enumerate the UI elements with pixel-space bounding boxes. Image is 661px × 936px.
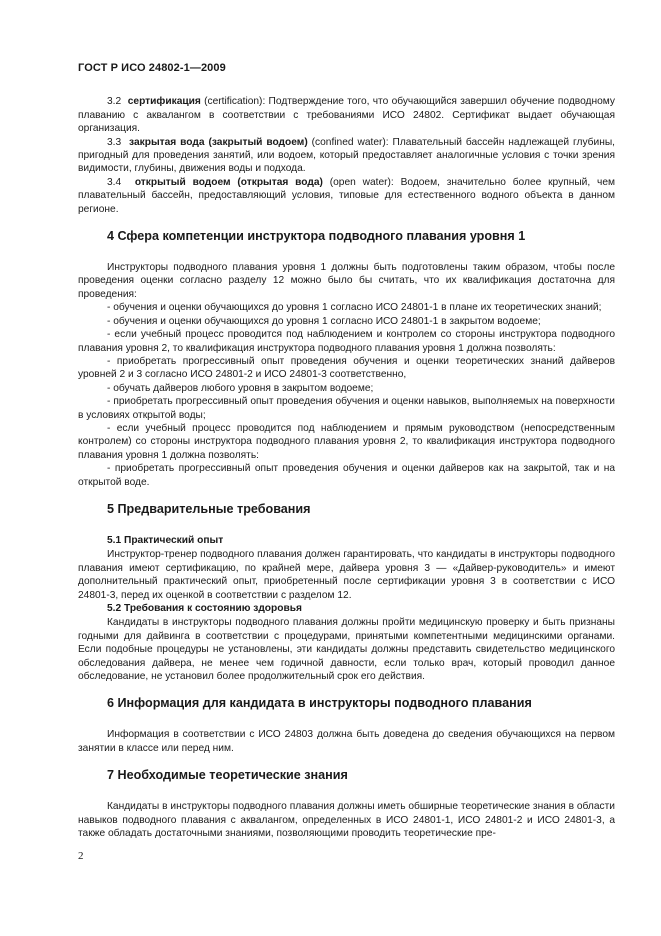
def-number: 3.2 xyxy=(107,96,122,108)
section-6-text: Информация в соответствии с ИСО 24803 должна быть доведена до сведения обучающихся на первом занятии в классе или перед ним. xyxy=(78,729,615,754)
def-term: закрытая вода (закрытый водоем) xyxy=(129,136,308,148)
document-header: ГОСТ Р ИСО 24802-1—2009 xyxy=(78,62,226,74)
def-text: (open water): Водоем, значительно более крупный, чем плавательный бассейн, предоставляющий условия, типовые для естественного водного объекта в данном регионе. xyxy=(78,176,615,215)
list-item: - приобретать прогрессивный опыт проведения обучения и оценки теоретических знаний дайверов уровней 2 и 3 согласно ИСО 24801-2 и ИСО 24801-3 соответственно, xyxy=(78,355,615,381)
section-7-heading: 7 Необходимые теоретические знания xyxy=(107,768,348,783)
list-item: - обучать дайверов любого уровня в закрытом водоеме; xyxy=(107,382,374,394)
section-7-text: Кандидаты в инструкторы подводного плавания должны иметь обширные теоретические знания в области навыков подводного плавания с аквалангом, определенных в ИСО 24801-1, ИСО 24801-2 и ИСО 24801-3, а также обладать достаточными знаниями, позволяющими проводить теоретические пре- xyxy=(78,801,615,840)
page-number: 2 xyxy=(78,850,84,862)
definition-3-4 xyxy=(78,176,615,216)
subsection-5-1-heading: 5.1 Практический опыт xyxy=(107,534,224,546)
section-4-intro: Инструкторы подводного плавания уровня 1 должны быть подготовлены таким образом, чтобы после проведения оценки согласно разделу 12 можно было бы считать, что их квалификация достаточна для проведения: xyxy=(78,262,615,300)
definition-3-3 xyxy=(78,136,615,176)
list-item: - приобретать прогрессивный опыт проведения обучения и оценки дайверов как на закрытой, так и на открытой воде. xyxy=(78,463,615,488)
list-item: - если учебный процесс проводится под наблюдением и прямым руководством (непосредственным контролем) со стороны инструктора подводного плавания уровня 2, то квалификация инструктора подводного плавания уровня 1 должна позволять: xyxy=(78,422,615,461)
def-term: открытый водоем (открытая вода) xyxy=(134,176,323,188)
def-text: (confined water): Плавательный бассейн надлежащей глубины, пригодный для проведения занятий, или водоем, который предоставляет аналогичные условия с точки зрения видимости, глубины, движения воды и подхода. xyxy=(78,136,615,175)
def-text: (certification): Подтверждение того, что обучающийся завершил обучение подводному плаванию с аквалангом в соответствии с требованиями ИСО 24802. Сертификат выдает обучающая организация. xyxy=(78,96,615,135)
def-number: 3.4 xyxy=(107,176,122,188)
list-item: - обучения и оценки обучающихся до уровня 1 согласно ИСО 24801-1 в плане их теоретических знаний; xyxy=(107,302,602,314)
subsection-5-1-text: Инструктор-тренер подводного плавания должен гарантировать, что кандидаты в инструкторы подводного плавания имеют сертификацию, по крайней мере, дайвера уровня 3 — «Дайвер-руководитель» и имеют дополнительный практический опыт, приобретенный после сертификации уровня 3 в соответствии с ИСО 24801-3, перед их оценкой в соответствии с разделом 12. xyxy=(78,549,615,601)
definition-3-2 xyxy=(78,95,615,135)
section-6-heading: 6 Информация для кандидата в инструкторы подводного плавания xyxy=(107,696,532,711)
section-5-heading: 5 Предварительные требования xyxy=(107,501,311,516)
def-term: сертификация xyxy=(127,96,201,108)
def-number: 3.3 xyxy=(107,136,122,148)
document-page xyxy=(78,62,615,840)
list-item: - приобретать прогрессивный опыт проведения обучения и оценки навыков, выполняемых на поверхности в условиях открытой воды; xyxy=(78,396,615,421)
section-4-heading: 4 Сфера компетенции инструктора подводного плавания уровня 1 xyxy=(107,229,526,244)
list-item: - обучения и оценки обучающихся до уровня 1 согласно ИСО 24801-1 в закрытом водоеме; xyxy=(107,315,541,327)
subsection-5-2-heading: 5.2 Требования к состоянию здоровья xyxy=(107,603,302,614)
subsection-5-2-text: Кандидаты в инструкторы подводного плавания должны пройти медицинскую проверку и быть признаны годными для дайвинга в соответствии с процедурами, принятыми компетентными медицинскими органами. Если подобные процедуры не установлены, эти кандидаты должны представить свидетельство медицинского обследования дайвера, не менее чем годичной давности, если только врач, который проводил данное обследование, не установил более продолжительный срок его действия. xyxy=(78,617,615,683)
list-item: - если учебный процесс проводится под наблюдением и контролем со стороны инструктора подводного плавания уровня 2, то квалификация инструктора подводного плавания уровня 1 должна позволять: xyxy=(78,329,615,354)
